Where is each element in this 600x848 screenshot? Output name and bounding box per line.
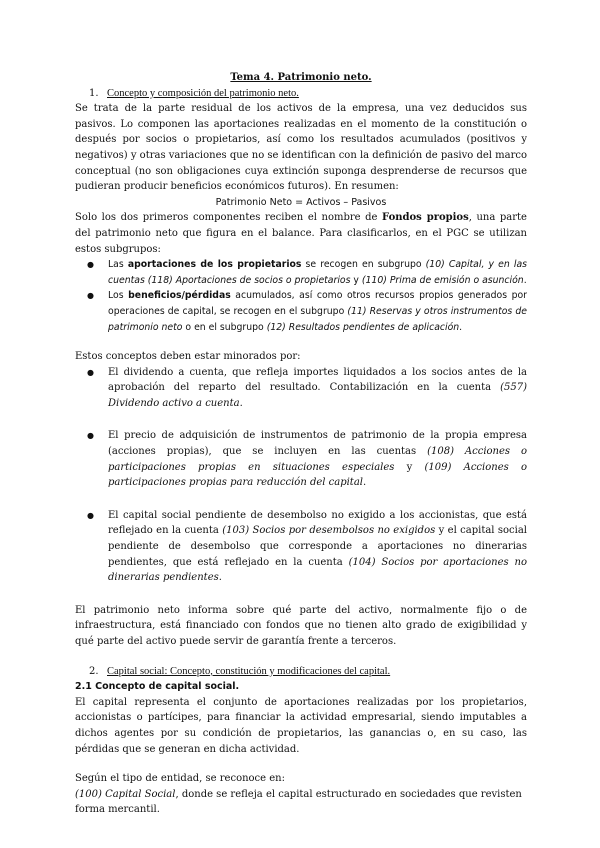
closing-paragraph: El patrimonio neto informa sobre qué parte del activo, normalmente fijo o de infraestructura, está financiado con fondos que no tienen alto grado de exigibilidad y qué parte del activo puede servir de garantía frente a terceros. bbox=[75, 604, 527, 647]
minor-list bbox=[75, 365, 527, 586]
list-item: ● El precio de adquisición de instrumentos de patrimonio de la propia empresa (acciones propias), que se incluyen en las cuentas (108) Acciones o participaciones propias en situaciones especiales y (109) Acciones o participaciones propias para reducción del capital. bbox=[75, 428, 527, 490]
list-item: ● Los beneficios/pérdidas acumulados, así como otros recursos propios generados por operaciones de capital, se recogen en el subgrupo (11) Reservas y otros instrumentos de patrimonio neto o en el subgrupo (12) Resultados pendientes de aplicación. bbox=[75, 288, 527, 335]
subsection-2-1-heading: 2.1 Concepto de capital social. bbox=[75, 681, 240, 693]
entity-paragraph: (100) Capital Social, donde se refleja el capital estructurado en sociedades que revisten forma mercantil. bbox=[75, 788, 522, 816]
list-item: ● Las aportaciones de los propietarios se recogen en subgrupo (10) Capital, y en las cuentas (118) Aportaciones de socios o propietarios y (110) Prima de emisión o asunción. bbox=[75, 257, 527, 288]
document-page bbox=[75, 70, 527, 818]
capital-paragraph: El capital representa el conjunto de aportaciones realizadas por los propietarios, accionistas o partícipes, para financiar la actividad empresarial, siendo imputables a dichos agentes por su condición de propietarios, las ganancias o, en su caso, las pérdidas que se generan en dicha actividad. bbox=[75, 696, 527, 755]
list-item: ● El capital social pendiente de desembolso no exigido a los accionistas, que está reflejado en la cuenta (103) Socios por desembolsos no exigidos y el capital social pendiente de desembolso que corresponde a aportaciones no dinerarias pendientes, que está reflejado en la cuenta (104) Socios por aportaciones no dinerarias pendientes. bbox=[75, 508, 527, 586]
section-1-heading-text: Concepto y composición del patrimonio neto. bbox=[107, 87, 299, 99]
section-1-heading bbox=[75, 86, 527, 102]
fondos-propios-paragraph: Solo los dos primeros componentes reciben el nombre de Fondos propios, una parte del patrimonio neto que figura en el balance. Para clasificarlos, en el PGC se utilizan estos subgrupos: bbox=[75, 212, 527, 255]
title-text: Tema 4. Patrimonio neto. bbox=[230, 72, 372, 83]
entity-intro: Según el tipo de entidad, se reconoce en: bbox=[75, 773, 285, 785]
list-item: ● El dividendo a cuenta, que refleja importes liquidados a los socios antes de la aprobación del reparto del resultado. Contabilización en la cuenta (557) Dividendo activo a cuenta. bbox=[75, 365, 527, 412]
subgroups-list bbox=[75, 257, 527, 335]
document-title bbox=[75, 70, 527, 86]
fondos-propios-term: Fondos propios bbox=[382, 212, 469, 224]
section-2-number: 2. bbox=[89, 665, 99, 677]
minor-intro: Estos conceptos deben estar minorados por: bbox=[75, 351, 301, 363]
section-1-number: 1. bbox=[89, 87, 99, 99]
section-2-heading bbox=[75, 664, 527, 680]
section-2-heading-text: Capital social: Concepto, constitución y modificaciones del capital. bbox=[107, 665, 391, 677]
section-1-intro: Se trata de la parte residual de los activos de la empresa, una vez deducidos sus pasivos. Lo componen las aportaciones realizadas en el momento de la constitución o después por socios o propietarios, así como los resultados acumulados (positivos y negativos) y otras variaciones que no se identifican con la definición de pasivo del marco conceptual (no son obligaciones cuya extinción suponga desprenderse de recursos que pudieran producir beneficios económicos futuros). En resumen: bbox=[75, 103, 527, 193]
formula: Patrimonio Neto = Activos – Pasivos bbox=[215, 196, 387, 208]
